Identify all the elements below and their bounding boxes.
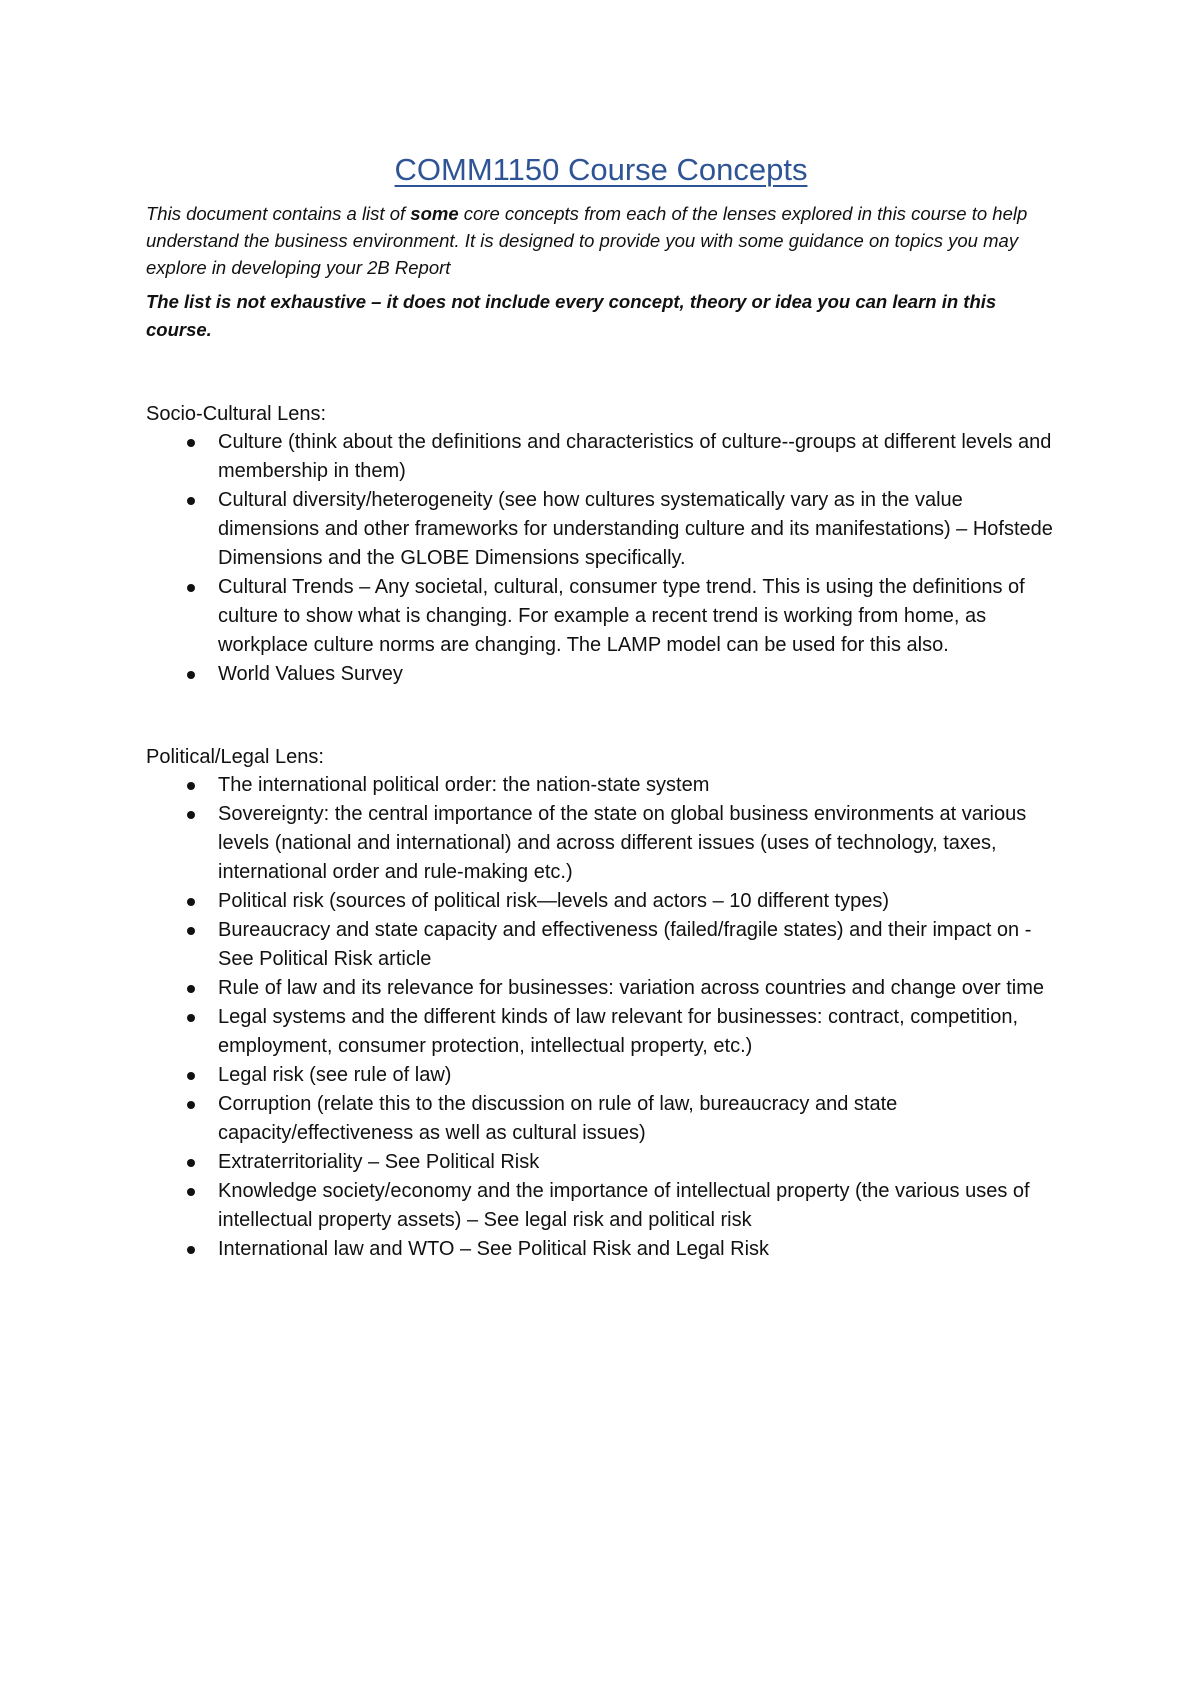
socio-cultural-list: [146, 428, 1056, 689]
list-item: [146, 1061, 1056, 1090]
list-item-text: Legal systems and the different kinds of law relevant for businesses: contract, competition, employment, consumer protection, intellectual property, etc.): [218, 1006, 1019, 1057]
list-item-text: Sovereignty: the central importance of the state on global business environments at various levels (national and international) and across different issues (uses of technology, taxes, international order and rule-making etc.): [218, 803, 1027, 883]
list-item-text: Cultural diversity/heterogeneity (see how cultures systematically vary as in the value dimensions and other frameworks for understanding culture and its manifestations) – Hofstede Dimensions and the GLOBE Dimensions specifically.: [218, 489, 1053, 569]
political-legal-list: [146, 771, 1056, 1264]
list-item: [146, 573, 1056, 660]
list-item-text: Knowledge society/economy and the importance of intellectual property (the various uses of intellectual property assets) – See legal risk and political risk: [218, 1180, 1030, 1231]
list-item-text: World Values Survey: [218, 663, 403, 685]
list-item: [146, 1148, 1056, 1177]
bullet-icon: [187, 1246, 195, 1254]
intro-paragraph: [146, 200, 1056, 281]
list-item: [146, 1177, 1056, 1235]
list-item-text: Bureaucracy and state capacity and effectiveness (failed/fragile states) and their impact on - See Political Risk article: [218, 919, 1032, 970]
list-item: [146, 1090, 1056, 1148]
intro-text-start: This document contains a list of: [146, 203, 411, 224]
bullet-icon: [187, 1188, 195, 1196]
bullet-icon: [187, 497, 195, 505]
section-heading-socio-cultural: Socio-Cultural Lens:: [146, 403, 327, 425]
list-item: [146, 1003, 1056, 1061]
section-heading-political-legal: Political/Legal Lens:: [146, 746, 324, 768]
list-item: [146, 1235, 1056, 1264]
list-item-text: International law and WTO – See Political Risk and Legal Risk: [218, 1238, 770, 1260]
list-item: [146, 660, 1056, 689]
bullet-icon: [187, 1014, 195, 1022]
bullet-icon: [187, 985, 195, 993]
bullet-icon: [187, 439, 195, 447]
list-item-text: Political risk (sources of political risk—levels and actors – 10 different types): [218, 890, 890, 912]
list-item-text: Rule of law and its relevance for businesses: variation across countries and change over time: [218, 977, 1044, 999]
bullet-icon: [187, 1101, 195, 1109]
list-item: [146, 771, 1056, 800]
list-item: [146, 974, 1056, 1003]
list-item: [146, 800, 1056, 887]
list-item: [146, 916, 1056, 974]
list-item-text: Culture (think about the definitions and characteristics of culture--groups at different levels and membership in them): [218, 431, 1052, 482]
intro-text-emphasis: some: [410, 203, 459, 224]
document-title: COMM1150 Course Concepts: [394, 152, 808, 187]
bullet-icon: [187, 1072, 195, 1080]
list-item-text: The international political order: the nation-state system: [218, 774, 710, 796]
list-item: [146, 486, 1056, 573]
list-item-text: Extraterritoriality – See Political Risk: [218, 1151, 540, 1173]
bullet-icon: [187, 898, 195, 906]
intro-text-end: core concepts from each of the lenses explored in this course to help understand the business environment. It is designed to provide you with some guidance on topics you may explore in developing your 2B Report: [146, 203, 1028, 278]
list-item-text: Legal risk (see rule of law): [218, 1064, 452, 1086]
bullet-icon: [187, 671, 195, 679]
exhaustive-note: The list is not exhaustive – it does not include every concept, theory or idea you can learn in this course.: [146, 291, 997, 340]
bullet-icon: [187, 927, 195, 935]
bullet-icon: [187, 811, 195, 819]
bullet-icon: [187, 1159, 195, 1167]
list-item-text: Corruption (relate this to the discussion on rule of law, bureaucracy and state capacity/effectiveness as well as cultural issues): [218, 1093, 898, 1144]
bullet-icon: [187, 782, 195, 790]
list-item: [146, 428, 1056, 486]
bullet-icon: [187, 584, 195, 592]
list-item-text: Cultural Trends – Any societal, cultural, consumer type trend. This is using the definitions of culture to show what is changing. For example a recent trend is working from home, as workplace culture norms are changing. The LAMP model can be used for this also.: [218, 576, 1025, 656]
list-item: [146, 887, 1056, 916]
